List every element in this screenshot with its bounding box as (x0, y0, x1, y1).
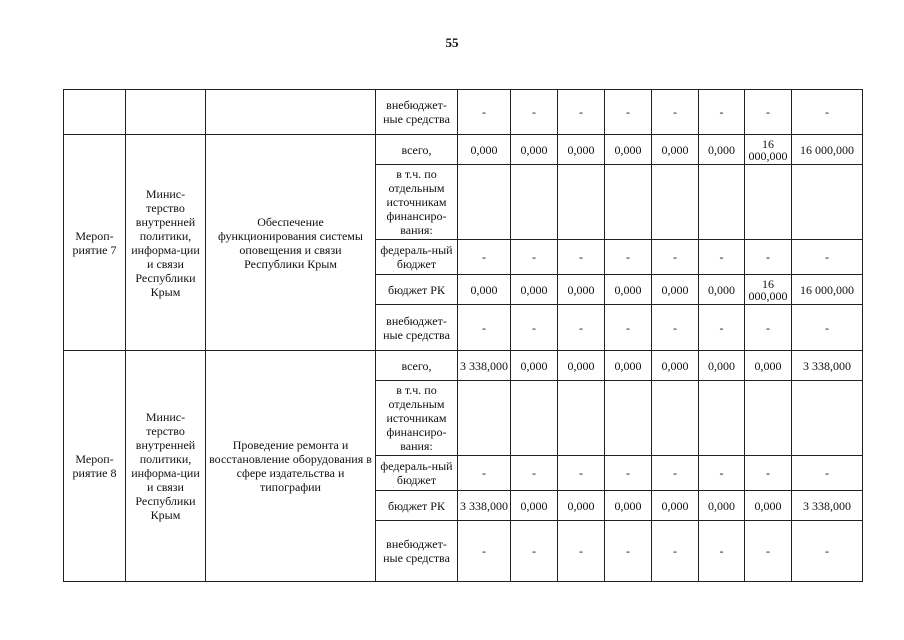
value-cell: - (605, 305, 652, 351)
value-cell: 0,000 (652, 135, 699, 165)
value-cell: 16 000,000 (745, 135, 792, 165)
value-cell: 0,000 (699, 351, 745, 381)
value-cell: 0,000 (458, 275, 511, 305)
value-cell: 0,000 (511, 275, 558, 305)
value-cell: 0,000 (652, 351, 699, 381)
empty-cell (605, 165, 652, 240)
empty-cell (699, 165, 745, 240)
value-cell: 0,000 (458, 135, 511, 165)
value-cell: - (745, 521, 792, 582)
value-cell: 3 338,000 (458, 351, 511, 381)
empty-cell (126, 90, 206, 135)
value-cell: 3 338,000 (458, 491, 511, 521)
value-cell: 0,000 (745, 351, 792, 381)
value-cell: - (792, 456, 863, 491)
measure-name: Проведение ремонта и восстановление оборудования в сфере издательства и типографии (206, 351, 376, 582)
page-number: 55 (445, 35, 459, 50)
empty-cell (558, 381, 605, 456)
value-cell: 16 000,000 (792, 275, 863, 305)
empty-cell (792, 165, 863, 240)
value-cell: - (792, 240, 863, 275)
value-cell: - (652, 521, 699, 582)
source-label: бюджет РК (376, 491, 458, 521)
value-cell: - (792, 305, 863, 351)
value-cell: 0,000 (652, 491, 699, 521)
value-cell: - (652, 90, 699, 135)
value-cell: - (652, 456, 699, 491)
value-cell: - (699, 305, 745, 351)
value-cell: - (699, 240, 745, 275)
value-cell: - (458, 305, 511, 351)
source-label: бюджет РК (376, 275, 458, 305)
source-label: внебюджет-ные средства (376, 305, 458, 351)
value-cell: 0,000 (699, 491, 745, 521)
value-cell: - (558, 305, 605, 351)
value-cell: 0,000 (605, 135, 652, 165)
value-cell: 3 338,000 (792, 351, 863, 381)
value-cell: - (558, 240, 605, 275)
value-cell: 16 000,000 (745, 275, 792, 305)
value-cell: - (745, 90, 792, 135)
source-label: всего, (376, 351, 458, 381)
source-label: федераль-ный бюджет (376, 456, 458, 491)
value-cell: - (652, 240, 699, 275)
value-cell: 0,000 (558, 351, 605, 381)
value-cell: 0,000 (745, 491, 792, 521)
value-cell: - (699, 521, 745, 582)
organization-cell: Минис-терство внутренней политики, информа-ции и связи Республики Крым (126, 135, 206, 351)
empty-cell (458, 165, 511, 240)
value-cell: - (511, 521, 558, 582)
value-cell: - (511, 90, 558, 135)
value-cell: - (458, 90, 511, 135)
value-cell: 3 338,000 (792, 491, 863, 521)
value-cell: 0,000 (605, 275, 652, 305)
value-cell: 0,000 (511, 135, 558, 165)
empty-cell (792, 381, 863, 456)
value-cell: - (558, 521, 605, 582)
value-cell: - (511, 305, 558, 351)
value-cell: 0,000 (511, 491, 558, 521)
value-cell: - (699, 90, 745, 135)
empty-cell (745, 165, 792, 240)
value-cell: 0,000 (605, 351, 652, 381)
value-cell: 0,000 (652, 275, 699, 305)
budget-table (63, 89, 863, 582)
value-cell: - (558, 90, 605, 135)
value-cell: - (605, 240, 652, 275)
table-row (64, 135, 863, 165)
table-row (64, 90, 863, 135)
empty-cell (652, 381, 699, 456)
value-cell: - (605, 456, 652, 491)
value-cell: 0,000 (605, 491, 652, 521)
value-cell: - (458, 456, 511, 491)
table-body (64, 90, 863, 582)
value-cell: - (792, 90, 863, 135)
value-cell: - (605, 521, 652, 582)
empty-cell (511, 381, 558, 456)
value-cell: - (699, 456, 745, 491)
value-cell: - (745, 305, 792, 351)
value-cell: - (605, 90, 652, 135)
source-label: федераль-ный бюджет (376, 240, 458, 275)
empty-cell (745, 381, 792, 456)
value-cell: 0,000 (511, 351, 558, 381)
source-label: в т.ч. по отдельным источникам финансиро-вания: (376, 165, 458, 240)
empty-cell (558, 165, 605, 240)
value-cell: - (458, 521, 511, 582)
value-cell: 0,000 (699, 135, 745, 165)
value-cell: - (511, 456, 558, 491)
empty-cell (605, 381, 652, 456)
source-label: в т.ч. по отдельным источникам финансиро-вания: (376, 381, 458, 456)
value-cell: - (458, 240, 511, 275)
value-cell: 0,000 (558, 275, 605, 305)
value-cell: - (558, 456, 605, 491)
empty-cell (206, 90, 376, 135)
value-cell: - (745, 240, 792, 275)
empty-cell (64, 90, 126, 135)
measure-label: Мероп-риятие 8 (64, 351, 126, 582)
source-label: всего, (376, 135, 458, 165)
measure-name: Обеспечение функционирования системы оповещения и связи Республики Крым (206, 135, 376, 351)
source-label: внебюджет-ные средства (376, 90, 458, 135)
organization-cell: Минис-терство внутренней политики, информа-ции и связи Республики Крым (126, 351, 206, 582)
table-row (64, 351, 863, 381)
empty-cell (511, 165, 558, 240)
value-cell: - (652, 305, 699, 351)
value-cell: 0,000 (558, 491, 605, 521)
value-cell: - (511, 240, 558, 275)
empty-cell (458, 381, 511, 456)
value-cell: - (792, 521, 863, 582)
value-cell: 0,000 (699, 275, 745, 305)
measure-label: Мероп-риятие 7 (64, 135, 126, 351)
source-label: внебюджет-ные средства (376, 521, 458, 582)
value-cell: 16 000,000 (792, 135, 863, 165)
empty-cell (699, 381, 745, 456)
empty-cell (652, 165, 699, 240)
value-cell: 0,000 (558, 135, 605, 165)
value-cell: - (745, 456, 792, 491)
